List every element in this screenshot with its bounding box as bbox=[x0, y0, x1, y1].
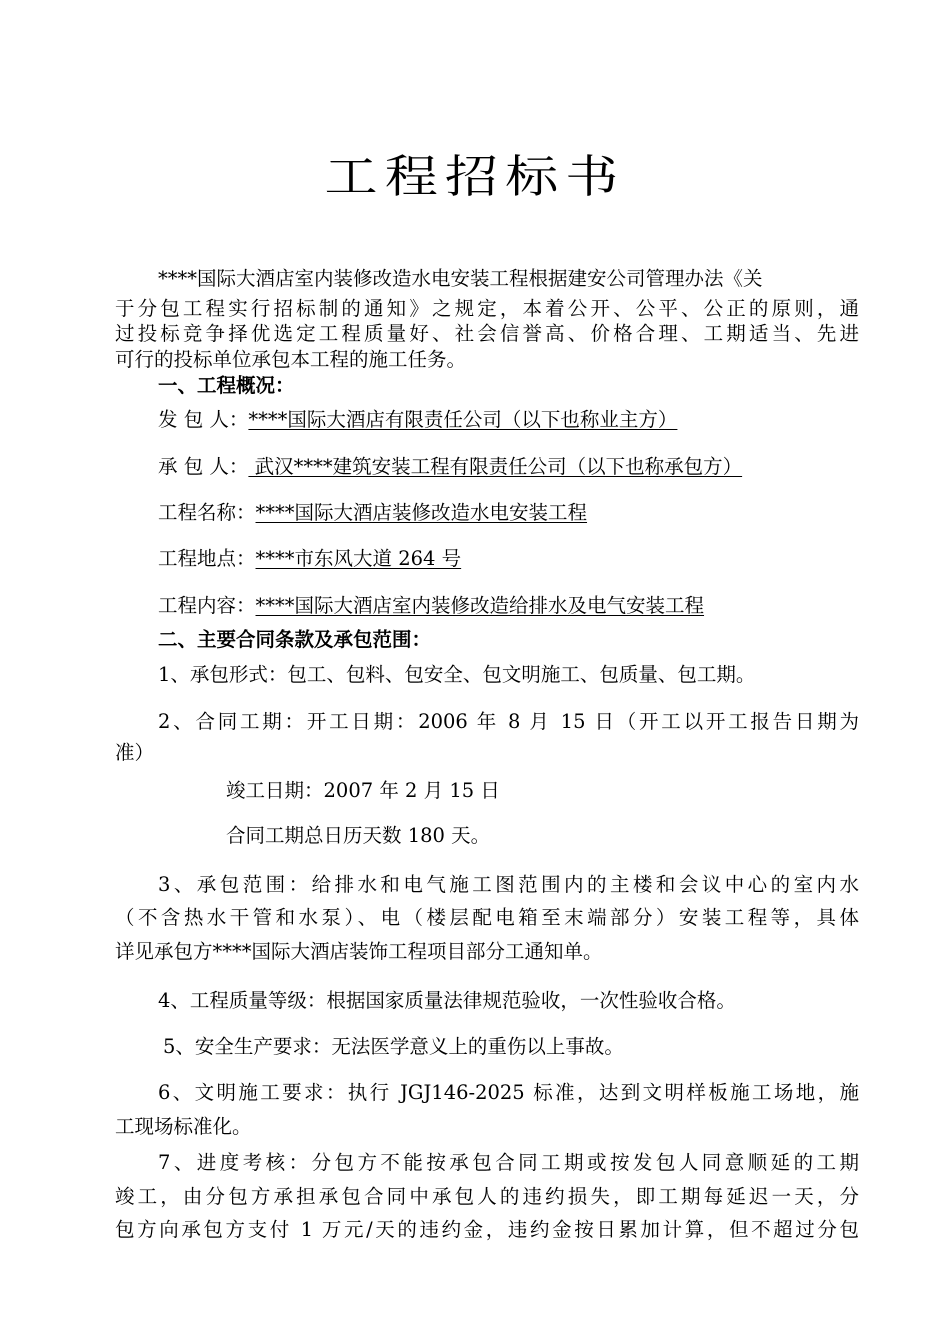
field-label: 工程地点： bbox=[158, 547, 256, 570]
field-row-contractor bbox=[158, 455, 742, 479]
field-label: 工程名称： bbox=[158, 501, 256, 524]
clause-3-line-2: （不含热水干管和水泵）、电（楼层配电箱至末端部分）安装工程等，具体 bbox=[115, 906, 859, 929]
field-label: 工程内容： bbox=[158, 594, 256, 617]
field-row-project-content bbox=[158, 594, 704, 618]
clause-6-line-2: 工现场标准化。 bbox=[115, 1115, 252, 1138]
clause-4: 4、工程质量等级：根据国家质量法律规范验收，一次性验收合格。 bbox=[158, 989, 736, 1012]
clause-1: 1、承包形式：包工、包料、包安全、包文明施工、包质量、包工期。 bbox=[158, 663, 756, 686]
intro-line-4: 可行的投标单位承包本工程的施工任务。 bbox=[115, 348, 467, 371]
field-value: 武汉****建筑安装工程有限责任公司（以下也称承包方） bbox=[248, 455, 743, 478]
clause-2-total-days: 合同工期总日历天数 180 天。 bbox=[226, 824, 491, 847]
clause-7-line-3: 包方向承包方支付 1 万元/天的违约金，违约金按日累加计算，但不超过分包 bbox=[115, 1218, 859, 1241]
document-title: 工程招标书 bbox=[324, 150, 626, 203]
section-heading-overview: 一、工程概况： bbox=[158, 374, 295, 397]
clause-3-line-3: 详见承包方****国际大酒店装饰工程项目部分工通知单。 bbox=[115, 940, 603, 963]
clause-2-line-1: 2、合同工期：开工日期：2006 年 8 月 15 日（开工以开工报告日期为 bbox=[158, 710, 859, 733]
field-value: ****国际大酒店室内装修改造给排水及电气安装工程 bbox=[255, 594, 705, 617]
intro-line-1: ****国际大酒店室内装修改造水电安装工程根据建安公司管理办法《关 bbox=[158, 267, 763, 290]
clause-2-line-2: 准） bbox=[115, 741, 155, 764]
clause-5: 5、安全生产要求：无法医学意义上的重伤以上事故。 bbox=[163, 1035, 624, 1058]
clause-6-line-1: 6、文明施工要求：执行 JGJ146-2025 标准，达到文明样板施工场地，施 bbox=[158, 1081, 859, 1104]
field-value: ****国际大酒店装修改造水电安装工程 bbox=[255, 501, 588, 524]
field-row-employer bbox=[158, 408, 677, 432]
section-heading-terms: 二、主要合同条款及承包范围： bbox=[158, 628, 432, 651]
clause-7-line-1: 7、进度考核：分包方不能按承包合同工期或按发包人同意顺延的工期 bbox=[158, 1151, 859, 1174]
clause-7-line-2: 竣工，由分包方承担承包合同中承包人的违约损失，即工期每延迟一天，分 bbox=[115, 1185, 859, 1208]
field-value: ****市东风大道 264 号 bbox=[255, 547, 462, 570]
field-value: ****国际大酒店有限责任公司（以下也称业主方） bbox=[248, 408, 678, 431]
field-label: 发 包 人： bbox=[158, 408, 249, 431]
clause-2-end-date: 竣工日期：2007 年 2 月 15 日 bbox=[226, 779, 500, 802]
field-label: 承 包 人： bbox=[158, 455, 249, 478]
field-row-project-location bbox=[158, 547, 461, 571]
intro-line-2: 于分包工程实行招标制的通知》之规定，本着公开、公平、公正的原则，通 bbox=[115, 297, 859, 320]
intro-line-3: 过投标竞争择优选定工程质量好、社会信誉高、价格合理、工期适当、先进 bbox=[115, 322, 859, 345]
clause-3-line-1: 3、承包范围：给排水和电气施工图范围内的主楼和会议中心的室内水 bbox=[158, 873, 859, 896]
field-row-project-name bbox=[158, 501, 587, 525]
